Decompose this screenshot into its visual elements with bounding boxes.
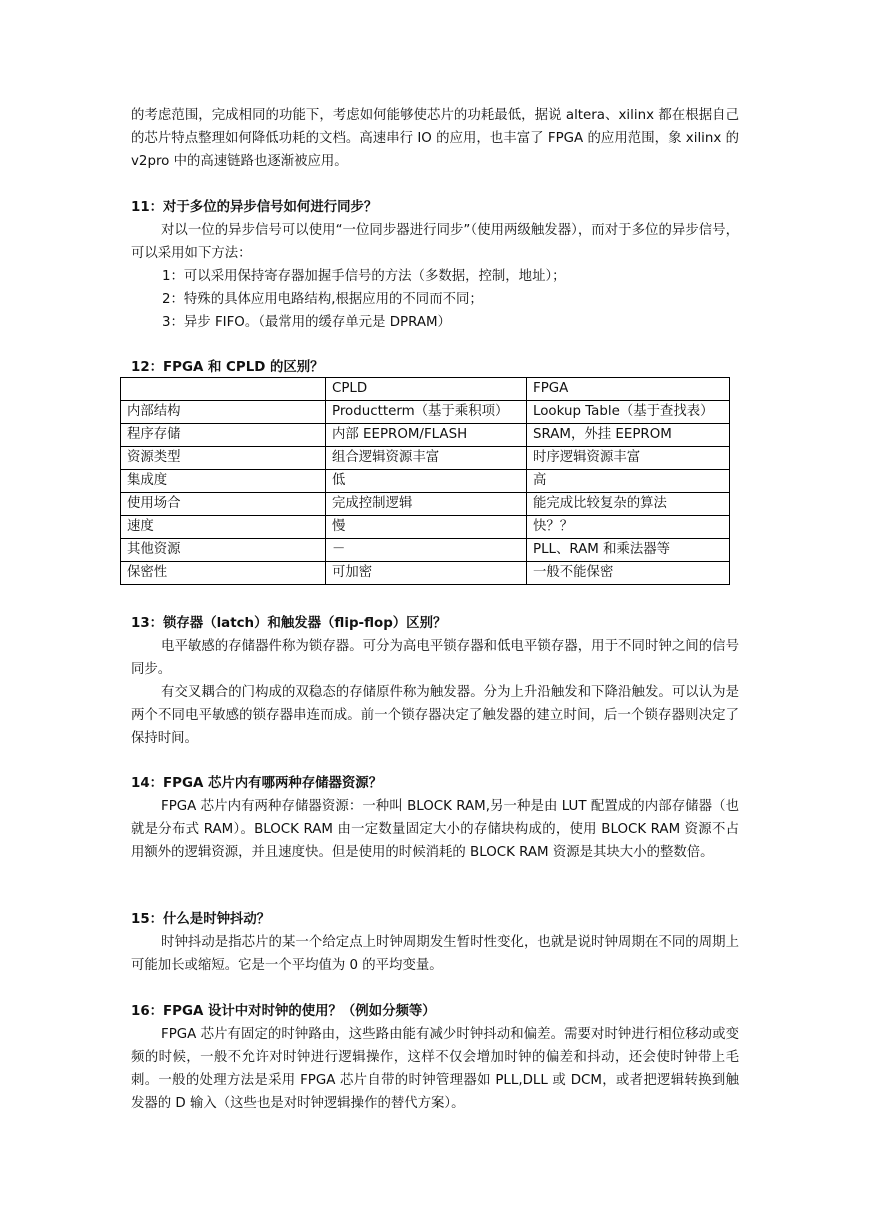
table-cell: Lookup Table（基于查找表） [527,401,730,424]
table-cell: SRAM，外挂 EEPROM [527,424,730,447]
q11-paragraph: 对以一位的异步信号可以使用“一位同步器进行同步”（使用两级触发器），而对于多位的异步信号，可以采用如下方法： [131,223,739,261]
table-cell: 保密性 [121,562,326,585]
q11-item-1: 1：可以采用保持寄存器加握手信号的方法（多数据，控制，地址）； [162,269,566,284]
table-cell: 能完成比较复杂的算法 [527,493,730,516]
q15-heading: 15：什么是时钟抖动？ [131,912,271,927]
table-cell: 内部 EEPROM/FLASH [326,424,527,447]
table-cell: Productterm（基于乘积项） [326,401,527,424]
table-cell: 完成控制逻辑 [326,493,527,516]
fpga-cpld-comparison-table [120,377,730,585]
q16-paragraph: FPGA 芯片有固定的时钟路由，这些路由能有减少时钟抖动和偏差。需要对时钟进行相位移动或变频的时候，一般不允许对时钟进行逻辑操作，这样不仅会增加时钟的偏差和抖动，还会使时钟带上毛刺。一般的处理方法是采用 FPGA 芯片自带的时钟管理器如 PLL,DLL 或 DCM，或者把逻辑转换到触发器的 D 输入（这些也是对时钟逻辑操作的替代方案）。 [131,1027,739,1111]
q11-item-2: 2：特殊的具体应用电路结构,根据应用的不同而不同； [162,292,483,307]
q15-paragraph: 时钟抖动是指芯片的某一个给定点上时钟周期发生暂时性变化，也就是说时钟周期在不同的周期上可能加长或缩短。它是一个平均值为 0 的平均变量。 [131,935,739,973]
table-cell: 内部结构 [121,401,326,424]
q14-paragraph: FPGA 芯片内有两种存储器资源：一种叫 BLOCK RAM,另一种是由 LUT 配置成的内部存储器（也就是分布式 RAM）。BLOCK RAM 由一定数量固定大小的存储块构成的，使用 BLOCK RAM 资源不占用额外的逻辑资源，并且速度快。但是使用的时候消耗的 BLOCK RAM 资源是其块大小的整数倍。 [131,799,739,860]
table-header-cell [121,378,326,401]
q16-heading: 16：FPGA 设计中对时钟的使用？（例如分频等） [131,1004,436,1019]
table-header-row [121,378,730,401]
q11-item-3: 3：异步 FIFO。（最常用的缓存单元是 DPRAM） [162,315,451,330]
q11-heading: 11：对于多位的异步信号如何进行同步？ [131,200,378,215]
table-cell: 其他资源 [121,539,326,562]
table-cell: 组合逻辑资源丰富 [326,447,527,470]
table-row [121,401,730,424]
table-header-cell: FPGA [527,378,730,401]
q13-paragraph-1: 电平敏感的存储器件称为锁存器。可分为高电平锁存器和低电平锁存器，用于不同时钟之间的信号同步。 [131,639,739,677]
table-cell: 集成度 [121,470,326,493]
table-row [121,447,730,470]
q14-heading: 14：FPGA 芯片内有哪两种存储器资源？ [131,776,383,791]
table-cell: 慢 [326,516,527,539]
table-row [121,539,730,562]
table-cell: PLL、RAM 和乘法器等 [527,539,730,562]
table-cell: 时序逻辑资源丰富 [527,447,730,470]
table-cell: 一般不能保密 [527,562,730,585]
table-cell: 高 [527,470,730,493]
table-cell: 使用场合 [121,493,326,516]
table-header-cell: CPLD [326,378,527,401]
table-cell: 快？？ [527,516,730,539]
table-row [121,562,730,585]
table-row [121,493,730,516]
table-cell: 程序存储 [121,424,326,447]
table-row [121,516,730,539]
intro-paragraph: 的考虑范围，完成相同的功能下，考虑如何能够使芯片的功耗最低，据说 altera、xilinx 都在根据自己的芯片特点整理如何降低功耗的文档。高速串行 IO 的应用，也丰富了 FPGA 的应用范围，象 xilinx 的 v2pro 中的高速链路也逐渐被应用。 [131,108,739,169]
q12-heading: 12：FPGA 和 CPLD 的区别？ [131,360,324,375]
table-cell: 速度 [121,516,326,539]
table-row [121,470,730,493]
table-row [121,424,730,447]
table-cell: 资源类型 [121,447,326,470]
q13-paragraph-2: 有交叉耦合的门构成的双稳态的存储原件称为触发器。分为上升沿触发和下降沿触发。可以认为是两个不同电平敏感的锁存器串连而成。前一个锁存器决定了触发器的建立时间，后一个锁存器则决定了保持时间。 [131,685,739,746]
table-cell: 低 [326,470,527,493]
q13-heading: 13：锁存器（latch）和触发器（flip-flop）区别？ [131,616,447,631]
table-cell: 可加密 [326,562,527,585]
table-cell: － [326,539,527,562]
